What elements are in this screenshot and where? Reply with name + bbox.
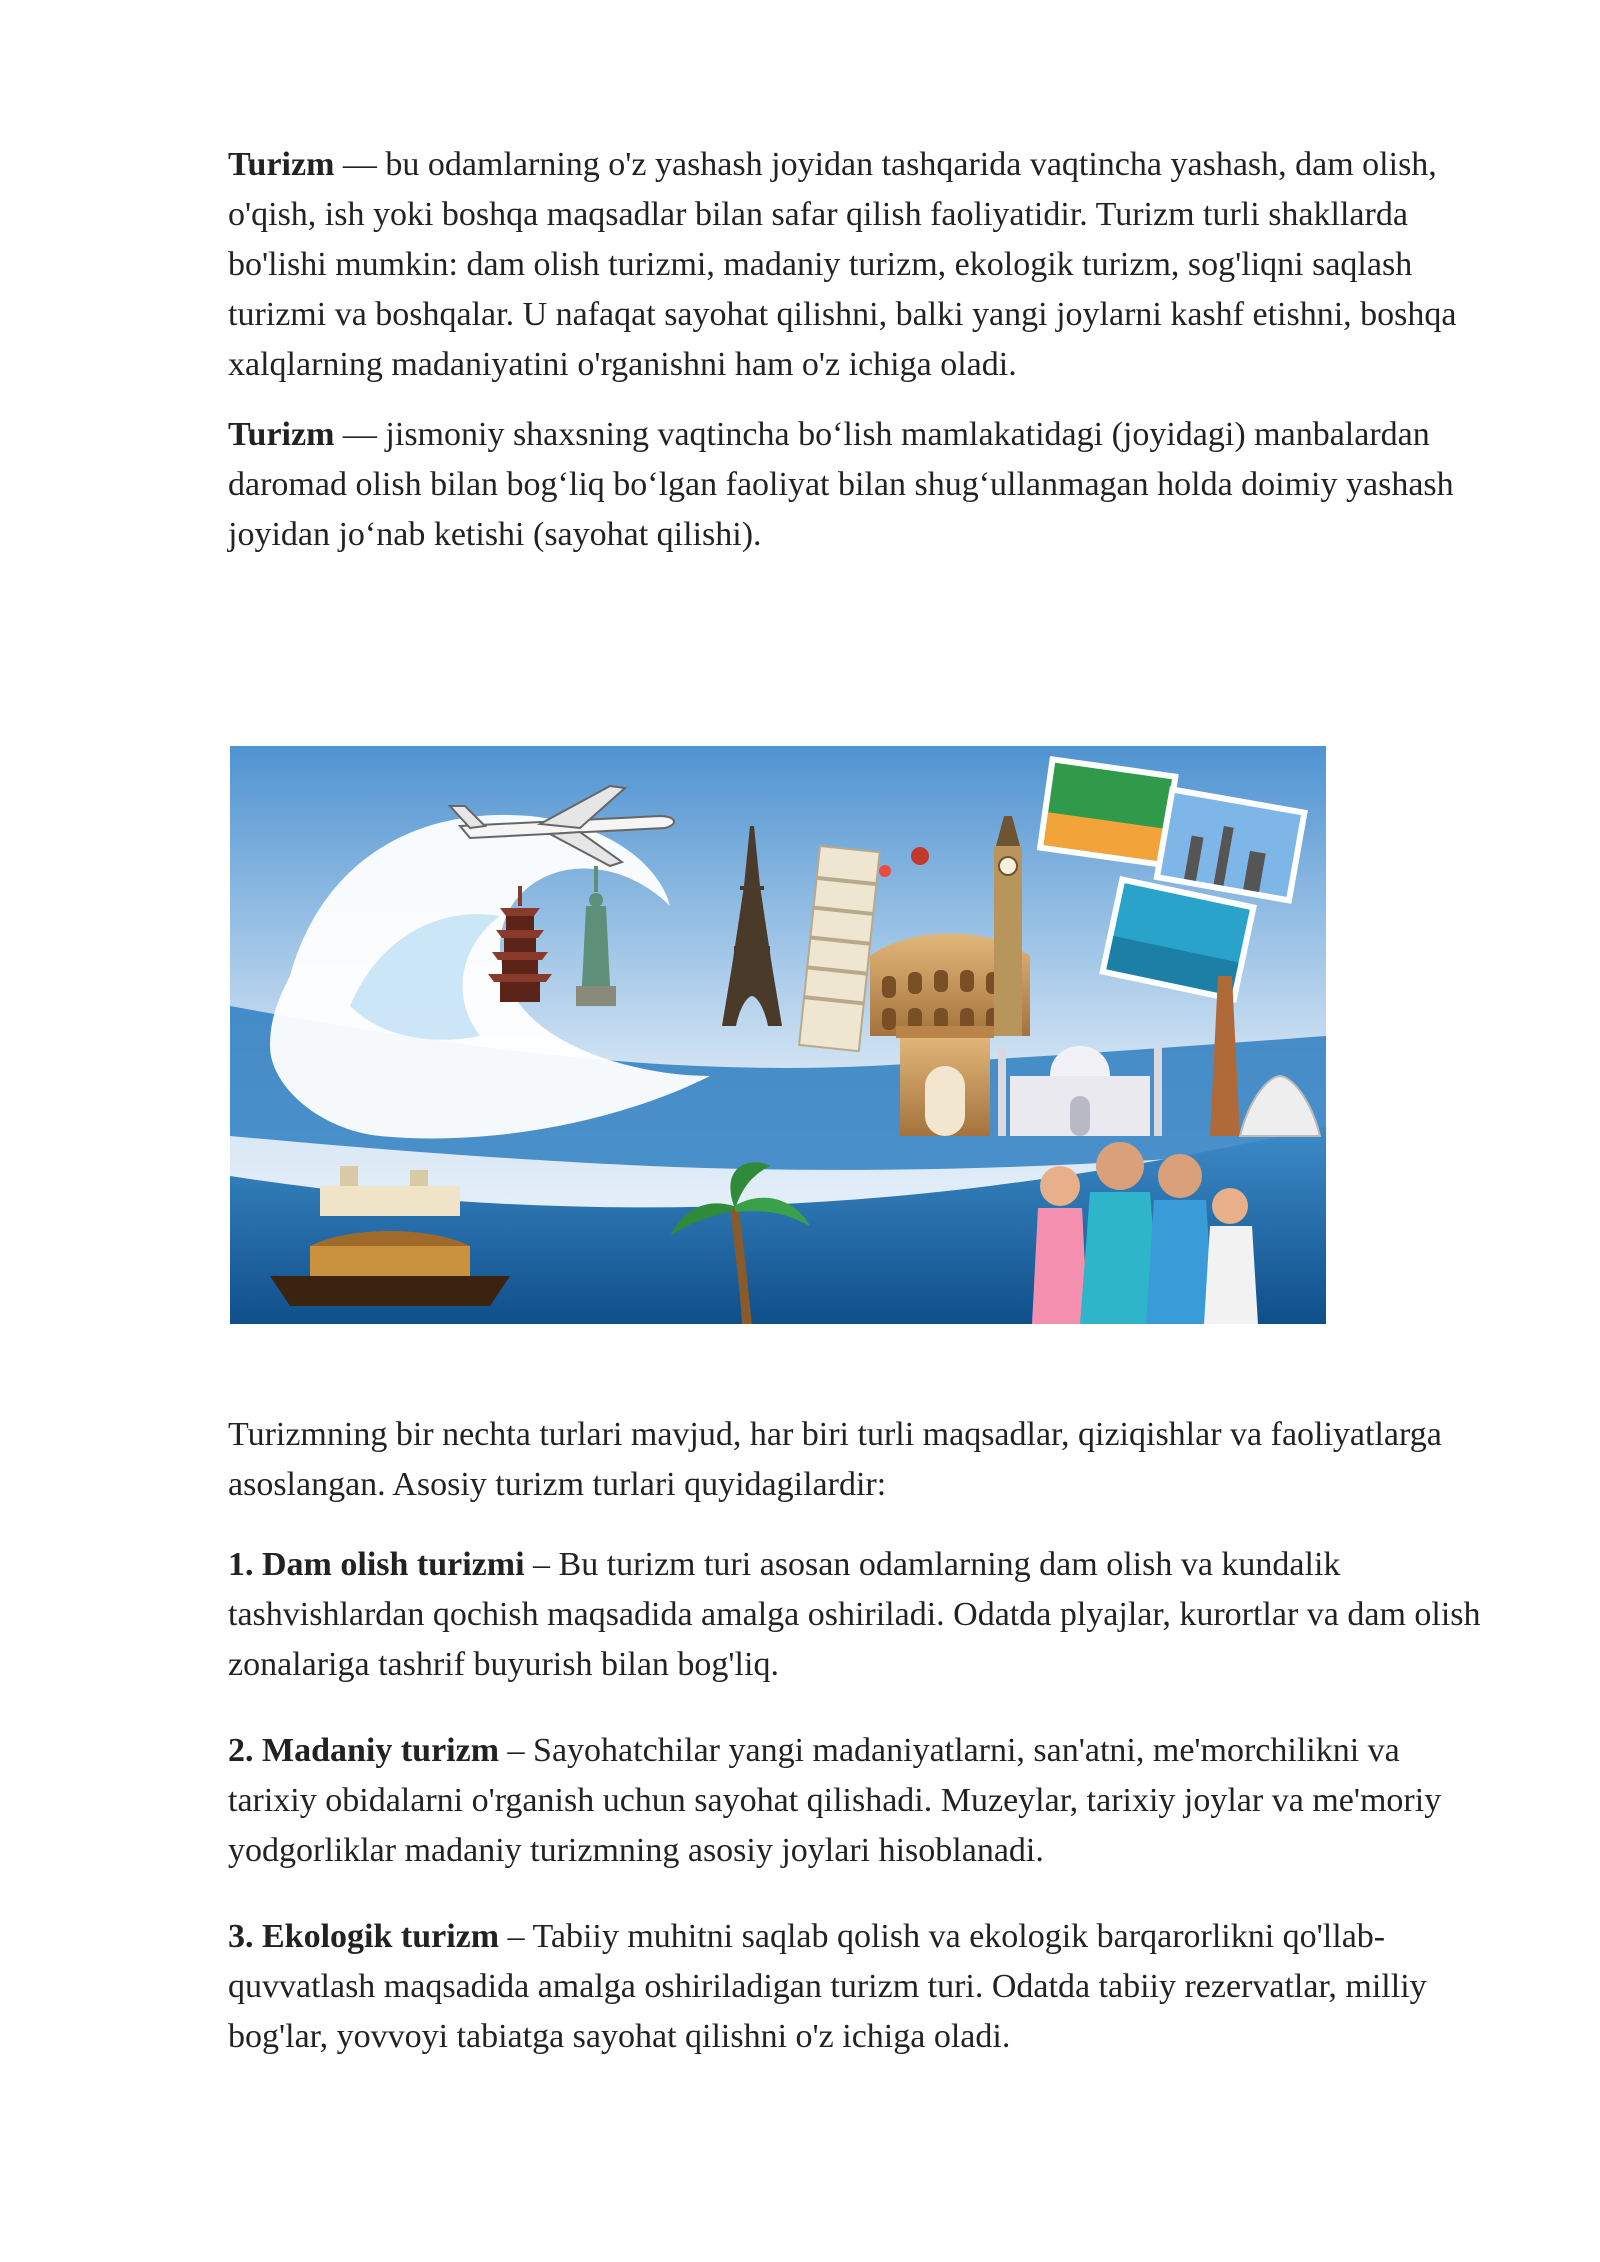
travel-collage-image xyxy=(230,746,1326,1324)
definition-paragraph-1 xyxy=(228,140,1488,390)
photo-card-tropical xyxy=(1037,756,1179,868)
big-ben-icon xyxy=(994,816,1022,1036)
document-body xyxy=(228,140,1488,560)
type-item-3-title: 3. Ekologik turizm xyxy=(228,1918,500,1955)
balloon-icon xyxy=(911,847,929,865)
balloon-icon-small xyxy=(879,865,891,877)
term-turizm-2: Turizm xyxy=(228,416,335,453)
type-item-2-text: – Sayohatchilar yangi madaniyatlarni, san'atni, me'morchilikni va tarixiy obidalarni o'rganish uchun sayohat qilishadi. Muzeylar, tarixiy joylar va me'moriy yodgorliklar madaniy turizmning asosiy joylari hisoblanadi. xyxy=(228,1732,1442,1869)
travel-collage-illustration xyxy=(230,746,1326,1324)
term-turizm-1: Turizm xyxy=(228,146,335,183)
types-intro-paragraph: Turizmning bir nechta turlari mavjud, har biri turli maqsadlar, qiziqishlar va faoliyatlarga asoslangan. Asosiy turizm turlari quyidagilardir: xyxy=(228,1416,1442,1503)
type-item-2-title: 2. Madaniy turizm xyxy=(228,1732,500,1769)
tourism-types-section xyxy=(228,1410,1488,2098)
definition-paragraph-2 xyxy=(228,410,1488,560)
india-gate-icon xyxy=(896,1026,994,1136)
type-item-1 xyxy=(228,1540,1488,1690)
definition-text-1: — bu odamlarning o'z yashash joyidan tashqarida vaqtincha yashash, dam olish, o'qish, ish yoki boshqa maqsadlar bilan safar qilish faoliyatidir. Turizm turli shakllarda bo'lishi mumkin: dam olish turizmi, madaniy turizm, ekologik turizm, sog'liqni saqlash turizmi va boshqalar. U nafaqat sayohat qilishni, balki yangi joylarni kashf etishni, boshqa xalqlarning madaniyatini o'rganishni ham o'z ichiga oladi. xyxy=(228,146,1457,383)
type-item-1-title: 1. Dam olish turizmi xyxy=(228,1546,525,1583)
type-item-3-text: – Tabiiy muhitni saqlab qolish va ekologik barqarorlikni qo'llab-quvvatlash maqsadida amalga oshiriladigan turizm turi. Odatda tabiiy rezervatlar, milliy bog'lar, yovvoyi tabiatga sayohat qilishni o'z ichiga oladi. xyxy=(228,1918,1427,2055)
type-item-2 xyxy=(228,1726,1488,1876)
type-item-1-text: – Bu turizm turi asosan odamlarning dam olish va kundalik tashvishlardan qochish maqsadida amalga oshiriladi. Odatda plyajlar, kurortlar va dam olish zonalariga tashrif buyurish bilan bog'liq. xyxy=(228,1546,1481,1683)
type-item-3 xyxy=(228,1912,1488,2062)
definition-text-2: — jismoniy shaxsning vaqtincha bo‘lish mamlakatidagi (joyidagi) manbalardan daromad olish bilan bog‘liq bo‘lgan faoliyat bilan shug‘ullanmagan holda doimiy yashash joyidan jo‘nab ketishi (sayohat qilishi). xyxy=(228,416,1454,553)
